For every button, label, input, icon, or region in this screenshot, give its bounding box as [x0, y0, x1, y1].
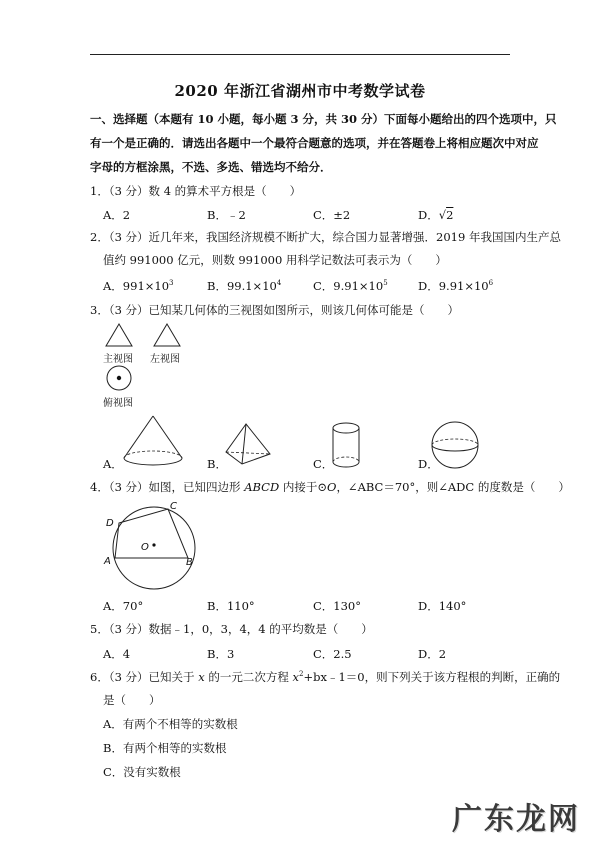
left-view-label: 左视图 — [150, 354, 180, 365]
front-view-triangle-icon — [104, 322, 134, 348]
q2-option-b-base: B．99.1×10 — [207, 279, 277, 293]
q4-option-d: D．140° — [418, 599, 467, 613]
q2-option-b — [207, 278, 281, 294]
q2-line-2: 值约 991000 亿元，则数 991000 用科学记数法可表示为（ ） — [103, 253, 447, 267]
q2-option-c-base: C．9.91×10 — [313, 279, 384, 293]
q3-option-a: A． — [103, 457, 123, 471]
q6-line-2: 是（ ） — [103, 693, 161, 707]
top-view-circle-icon — [105, 364, 133, 392]
header-rule — [90, 54, 510, 55]
q2-option-a-exp: 3 — [169, 279, 174, 287]
left-view-triangle-icon — [152, 322, 182, 348]
section-line-2: 有一个是正确的．请选出各题中一个最符合题意的选项，并在答题卷上将相应题次中对应 — [90, 136, 539, 150]
center-label-o: O — [141, 542, 149, 553]
q2-option-d — [418, 278, 493, 294]
q3-stem: 3．（3 分）已知某几何体的三视图如图所示，则该几何体可能是（ ） — [90, 303, 460, 317]
q6-option-a: A．有两个不相等的实数根 — [103, 717, 238, 731]
q1-option-d — [418, 207, 453, 223]
q2-line-1: 2．（3 分）近几年来，我国经济规模不断扩大，综合国力显著增强．2019 年我国国内生产总 — [90, 230, 561, 244]
q4-quad-name: ABCD — [244, 480, 280, 494]
sqrt-sign-icon: √ — [438, 208, 447, 222]
cylinder-icon — [330, 420, 364, 470]
q2-option-b-exp: 4 — [276, 279, 282, 287]
top-view-label: 俯视图 — [103, 398, 133, 409]
q2-option-d-base: D．9.91×10 — [418, 279, 489, 293]
q6-stem — [90, 670, 560, 684]
q2-option-a-base: A．991×10 — [103, 279, 170, 293]
q2-option-c-exp: 5 — [383, 279, 388, 287]
q6-option-c: C．没有实数根 — [103, 765, 181, 779]
q3-option-d: D． — [418, 457, 439, 471]
vertex-label-a: A — [104, 556, 111, 567]
q2-option-a — [103, 278, 174, 294]
section-line-1: 一、选择题（本题有 10 小题，每小题 3 分，共 30 分）下面每小题给出的四个选项中，只 — [90, 112, 557, 126]
page-title: 2020 年浙江省湖州市中考数学试卷 — [174, 82, 426, 100]
watermark-logo: 广东龙网 — [452, 802, 580, 837]
q6-equation-exp: 2 — [299, 670, 304, 678]
q1-option-c: C．±2 — [313, 208, 351, 222]
front-view-label: 主视图 — [103, 354, 133, 365]
q5-option-c: C．2.5 — [313, 647, 352, 661]
section-line-3: 字母的方框涂黑，不选、多选、错选均不给分． — [90, 160, 332, 174]
vertex-label-d: D — [106, 518, 114, 529]
q4-option-c: C．130° — [313, 599, 361, 613]
q6-equation-x: x — [292, 670, 300, 684]
q4-stem-pre: 4．（3 分）如图，已知四边形 — [90, 480, 245, 494]
q5-option-a: A．4 — [103, 647, 131, 661]
q4-stem-post: ，∠ABC＝70°，则∠ADC 的度数是（ ） — [336, 480, 570, 494]
q6-option-b: B．有两个相等的实数根 — [103, 741, 227, 755]
q1-option-b: B．﹣2 — [207, 208, 246, 222]
q5-option-b: B．3 — [207, 647, 235, 661]
q3-option-c: C． — [313, 457, 334, 471]
cone-icon — [118, 414, 188, 468]
q4-circle-name: O — [327, 480, 337, 494]
q5-stem: 5．（3 分）数据﹣1，0，3，4，4 的平均数是（ ） — [90, 622, 373, 636]
inscribed-quadrilateral-diagram — [104, 498, 204, 598]
q1-option-a: A．2 — [103, 208, 131, 222]
q1-stem: 1．（3 分）数 4 的算术平方根是（ ） — [90, 184, 302, 198]
q1-option-d-radicand: 2 — [446, 208, 454, 222]
q5-option-d: D．2 — [418, 647, 447, 661]
q6-stem-pre: 6．（3 分）已知关于 — [90, 670, 199, 684]
q6-stem-mid: 的一元二次方程 — [204, 670, 293, 684]
q4-option-a: A．70° — [103, 599, 144, 613]
q4-stem — [90, 480, 570, 494]
q3-option-b: B． — [207, 457, 227, 471]
pyramid-icon — [222, 422, 274, 468]
q2-option-d-exp: 6 — [488, 279, 494, 287]
vertex-label-b: B — [186, 557, 193, 568]
sphere-icon — [430, 420, 480, 470]
q6-equation-rest: +bx﹣1＝0，则下列关于该方程根的判断，正确的 — [303, 670, 561, 684]
q2-option-c — [313, 278, 388, 294]
q1-option-d-label: D． — [418, 208, 439, 222]
q4-option-b: B．110° — [207, 599, 255, 613]
q6-variable-x: x — [198, 670, 205, 684]
q4-stem-mid: 内接于⊙ — [279, 480, 327, 494]
vertex-label-c: C — [170, 501, 177, 512]
